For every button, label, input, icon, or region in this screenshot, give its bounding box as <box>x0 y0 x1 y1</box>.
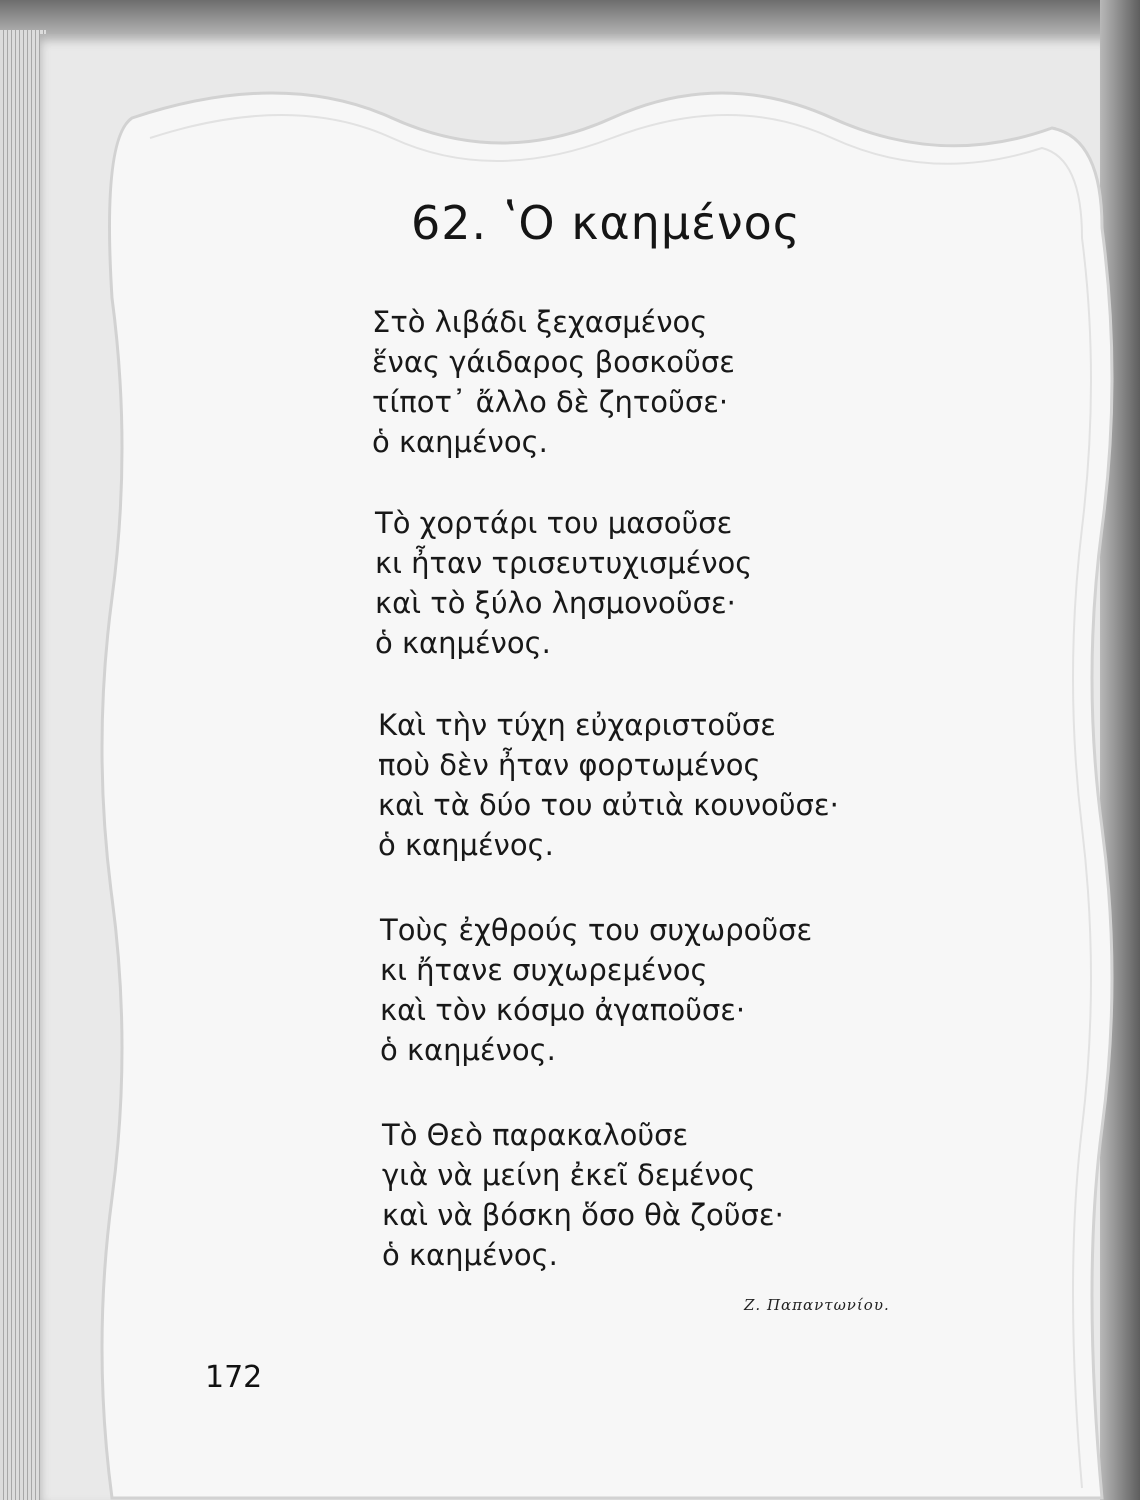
poem-line: κι ἤτανε συχωρεμένος <box>380 953 708 987</box>
poem-line: Τοὺς ἐχθρούς του συχωροῦσε <box>380 913 813 947</box>
poem-line: ὁ καημένος. <box>378 828 554 862</box>
poem-line: ὁ καημένος. <box>380 1033 556 1067</box>
poem-line: ὁ καημένος. <box>382 1238 558 1272</box>
poem-line: καὶ τὰ δύο του αὐτιὰ κουνοῦσε· <box>378 788 839 822</box>
poem-line: ὁ καημένος. <box>372 425 548 459</box>
stanza-3 <box>378 705 839 865</box>
poem-line: ὁ καημένος. <box>375 626 551 660</box>
stanza-5 <box>382 1115 784 1275</box>
stanza-1 <box>372 302 735 462</box>
poem-line: Τὸ χορτάρι του μασοῦσε <box>375 506 733 540</box>
page-number: 172 <box>205 1360 263 1395</box>
poem-line: καὶ τὸν κόσμο ἀγαποῦσε· <box>380 993 746 1027</box>
stanza-2 <box>375 503 752 663</box>
poem-line: γιὰ νὰ μείνη ἐκεῖ δεμένος <box>382 1158 756 1192</box>
poem-author: Ζ. Παπαντωνίου. <box>744 1296 890 1314</box>
poem-line: τίποτ᾽ ἄλλο δὲ ζητοῦσε· <box>372 385 729 419</box>
poem-line: κι ἦταν τρισευτυχισμένος <box>375 546 753 580</box>
poem-line: Στὸ λιβάδι ξεχασμένος <box>372 305 708 339</box>
poem-line: ἕνας γάιδαρος βοσκοῦσε <box>372 345 735 379</box>
poem-line: ποὺ δὲν ἦταν φορτωμένος <box>378 748 761 782</box>
poem-line: Τὸ Θεὸ παρακαλοῦσε <box>382 1118 689 1152</box>
stanza-4 <box>380 910 812 1070</box>
poem-title: 62. ʽΟ καημένος <box>411 196 801 250</box>
poem-line: Καὶ τὴν τύχη εὐχαριστοῦσε <box>378 708 776 742</box>
poem-line: καὶ νὰ βόσκη ὅσο θὰ ζοῦσε· <box>382 1198 784 1232</box>
poem-line: καὶ τὸ ξύλο λησμονοῦσε· <box>375 586 736 620</box>
